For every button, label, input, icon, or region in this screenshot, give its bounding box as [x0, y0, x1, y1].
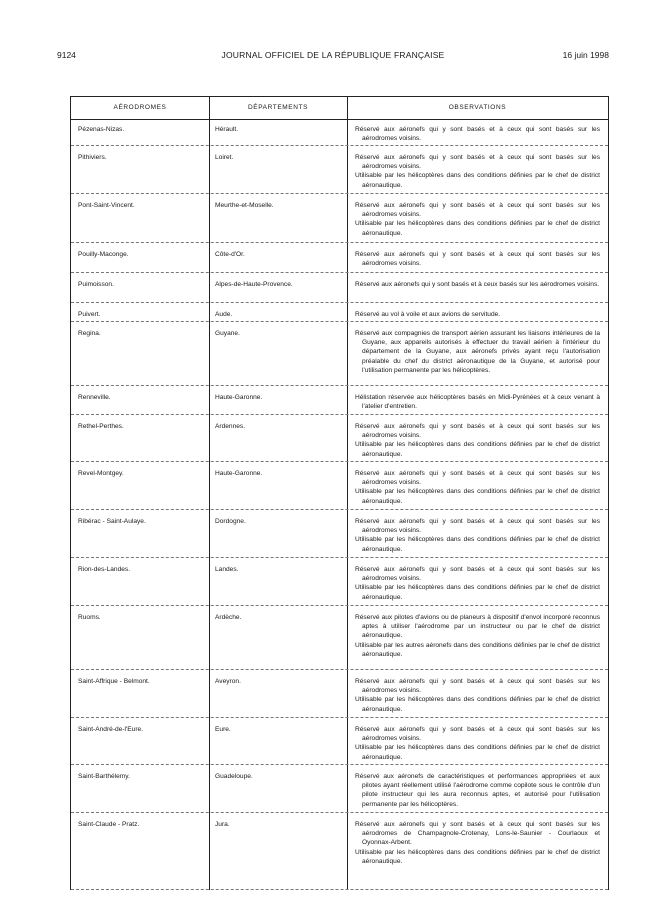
observation-text: Réservé aux aéronefs qui y sont basés et à ceux qui sont basés sur les aérodromes voisins.	[355, 678, 600, 695]
table-row	[71, 606, 608, 670]
observations-cell	[355, 613, 600, 659]
column-header-observations: OBSERVATIONS	[448, 104, 507, 111]
aerodrome-name: Pouilly-Maconge.	[78, 251, 129, 258]
table-row	[71, 813, 608, 890]
table-header	[71, 96, 608, 120]
aerodrome-name: Puivert.	[78, 311, 101, 318]
observation-text: Utilisable par les hélicoptères dans des conditions définies par le chef de district aéronautique.	[355, 441, 600, 458]
table-row	[71, 718, 608, 765]
observations-cell	[355, 820, 600, 866]
observation-text: Réservé aux aéronefs qui y sont basés et à ceux qui sont basés sur les aérodromes voisins.	[355, 251, 600, 268]
column-header-aerodromes: AÉRODROMES	[113, 104, 167, 111]
column-header-departements: DÉPARTEMENTS	[247, 104, 309, 111]
observations-cell	[355, 469, 600, 506]
observation-text: Utilisable par les hélicoptères dans des conditions définies par le chef de district aéronautique.	[355, 488, 600, 505]
aerodrome-name: Puimoisson.	[78, 281, 114, 288]
page-number: 9124	[57, 50, 76, 60]
observations-cell	[355, 310, 600, 319]
aerodrome-name: Saint-Claude - Pratz.	[78, 821, 140, 828]
observation-text: Réservé aux pilotes d'avions ou de planeurs à dispositif d'envol incorporé reconnus aptes à utiliser l'aérodrome par un instructeur ou par le chef de district aéronautique.	[355, 614, 600, 640]
observation-text: Réservé aux aéronefs qui y sont basés et à ceux qui sont basés sur les aérodromes voisins.	[355, 126, 600, 143]
table-row	[71, 118, 608, 146]
aerodrome-name: Regina.	[78, 330, 101, 337]
observation-text: Réservé aux aéronefs de caractéristiques et performances appropriées et aux pilotes ayant réellement utilisé l'aérodrome comme copilote sous le contrôle d'un pilote instructeur qui les aura reconnus aptes, et autorisé pour l'utilisation permanente par les hélicoptères.	[355, 773, 600, 808]
departement-name: Meurthe-et-Moselle.	[215, 202, 274, 209]
aerodrome-name: Saint-André-de-l'Eure.	[78, 726, 144, 733]
departement-name: Guadeloupe.	[215, 773, 253, 780]
observation-text: Réservé aux aéronefs qui y sont basés et à ceux qui sont basés sur les aérodromes voisins.	[355, 726, 600, 743]
departement-name: Eure.	[215, 726, 231, 733]
departement-name: Haute-Garonne.	[215, 470, 263, 477]
observations-cell	[355, 280, 600, 289]
observation-text: Réservé au vol à voile et aux avions de servitude.	[355, 311, 501, 318]
observation-text: Réservé aux aéronefs qui y sont basés et à ceux qui sont basés sur les aérodromes voisins.	[355, 423, 600, 440]
departement-name: Aveyron.	[215, 678, 241, 685]
aerodromes-table	[70, 96, 609, 890]
table-row	[71, 243, 608, 273]
observation-text: Utilisable par les autres aéronefs dans des conditions définies par le chef de district aéronautique.	[355, 641, 600, 658]
aerodrome-name: Rion-des-Landes.	[78, 566, 131, 573]
observation-text: Réservé aux compagnies de transport aérien assurant les liaisons intérieures de la Guyane, aux appareils autorisés à effectuer du travail aérien à l'intérieur du département de la Guyane, aux aéronefs privés ayant reçu l'autorisation préalable du chef du district aéronautique de la Guyane, et autorisé pour l'utilisation permanente par les hélicoptères.	[355, 330, 600, 374]
observations-cell	[355, 153, 600, 190]
observation-text: Hélistation réservée aux hélicoptères basés en Midi-Pyrénées et à ceux venant à l'atelier d'entretien.	[355, 394, 600, 411]
publication-date: 16 juin 1998	[562, 50, 609, 60]
aerodrome-name: Pont-Saint-Vincent.	[78, 202, 135, 209]
departement-name: Ardennes.	[215, 423, 246, 430]
aerodrome-name: Revel-Montgey.	[78, 470, 124, 477]
aerodrome-name: Saint-Barthélemy.	[78, 773, 130, 780]
observation-text: Réservé aux aéronefs qui y sont basés et à ceux qui sont basés sur les aérodromes voisins.	[355, 470, 600, 487]
table-row	[71, 194, 608, 243]
observation-text: Utilisable par les hélicoptères dans des conditions définies par le chef de district aéronautique.	[355, 744, 600, 761]
observations-cell	[355, 677, 600, 714]
departement-name: Côte-d'Or.	[215, 251, 245, 258]
journal-title: JOURNAL OFFICIEL DE LA RÉPUBLIQUE FRANÇAISE	[221, 50, 445, 60]
observation-text: Réservé aux aéronefs qui y sont basés et à ceux qui sont basés sur les aérodromes voisins.	[355, 566, 600, 583]
departement-name: Haute-Garonne.	[215, 394, 263, 401]
departement-name: Aude.	[215, 311, 233, 318]
table-row	[71, 765, 608, 813]
observations-cell	[355, 201, 600, 238]
observations-cell	[355, 422, 600, 459]
table-row	[71, 415, 608, 462]
observations-cell	[355, 125, 600, 143]
observation-text: Utilisable par les hélicoptères dans des conditions définies par le chef de district aéronautique.	[355, 536, 600, 553]
table-row	[71, 273, 608, 303]
table-row	[71, 146, 608, 194]
observations-cell	[355, 725, 600, 762]
aerodrome-name: Renneville.	[78, 394, 111, 401]
observation-text: Réservé aux aéronefs qui y sont basés et à ceux qui sont basés sur les aérodromes voisins.	[355, 154, 600, 171]
aerodrome-name: Pézenas-Nizas.	[78, 126, 125, 133]
table-row	[71, 303, 608, 322]
observations-cell	[355, 329, 600, 375]
departement-name: Ardèche.	[215, 614, 242, 621]
departement-name: Landes.	[215, 566, 239, 573]
departement-name: Hérault.	[215, 126, 239, 133]
observations-cell	[355, 517, 600, 554]
observation-text: Utilisable par les hélicoptères dans des conditions définies par le chef de district aéronautique.	[355, 172, 600, 189]
observation-text: Réservé aux aéronefs qui y sont basés et à ceux qui sont basés sur les aérodromes de Champagnole-Crotenay, Lons-le-Saunier - Courlaoux et Oyonnax-Arbent.	[355, 821, 600, 847]
row-separator	[71, 889, 608, 890]
observation-text: Réservé aux aéronefs qui y sont basés et à ceux qui sont basés sur les aérodromes voisins.	[355, 202, 600, 219]
observation-text: Utilisable par les hélicoptères dans des conditions définies par le chef de district aéronautique.	[355, 848, 600, 865]
table-row	[71, 322, 608, 386]
aerodrome-name: Ribérac - Saint-Aulaye.	[78, 518, 146, 525]
observation-text: Utilisable par les hélicoptères dans des conditions définies par le chef de district aéronautique.	[355, 220, 600, 237]
table-row	[71, 670, 608, 718]
observation-text: Réservé aux aéronefs qui y sont basés et à ceux basés sur les aérodromes voisins.	[355, 281, 600, 288]
departement-name: Alpes-de-Haute-Provence.	[215, 281, 293, 288]
observation-text: Utilisable par les hélicoptères dans des conditions définies par le chef de district aéronautique.	[355, 696, 600, 713]
aerodrome-name: Saint-Affrique - Belmont.	[78, 678, 150, 685]
page-header	[57, 50, 609, 64]
aerodrome-name: Ruoms.	[78, 614, 101, 621]
observations-cell	[355, 393, 600, 411]
observations-cell	[355, 250, 600, 268]
aerodrome-name: Pithiviers.	[78, 154, 107, 161]
table-row	[71, 510, 608, 558]
departement-name: Jura.	[215, 821, 230, 828]
table-row	[71, 558, 608, 606]
observations-cell	[355, 772, 600, 809]
observation-text: Réservé aux aéronefs qui y sont basés et à ceux qui sont basés sur les aérodromes voisins.	[355, 518, 600, 535]
observation-text: Utilisable par les hélicoptères dans des conditions définies par le chef de district aéronautique.	[355, 584, 600, 601]
table-row	[71, 462, 608, 510]
departement-name: Dordogne.	[215, 518, 246, 525]
departement-name: Loiret.	[215, 154, 234, 161]
observations-cell	[355, 565, 600, 602]
table-row	[71, 386, 608, 415]
departement-name: Guyane.	[215, 330, 240, 337]
aerodrome-name: Rethel-Perthes.	[78, 423, 124, 430]
